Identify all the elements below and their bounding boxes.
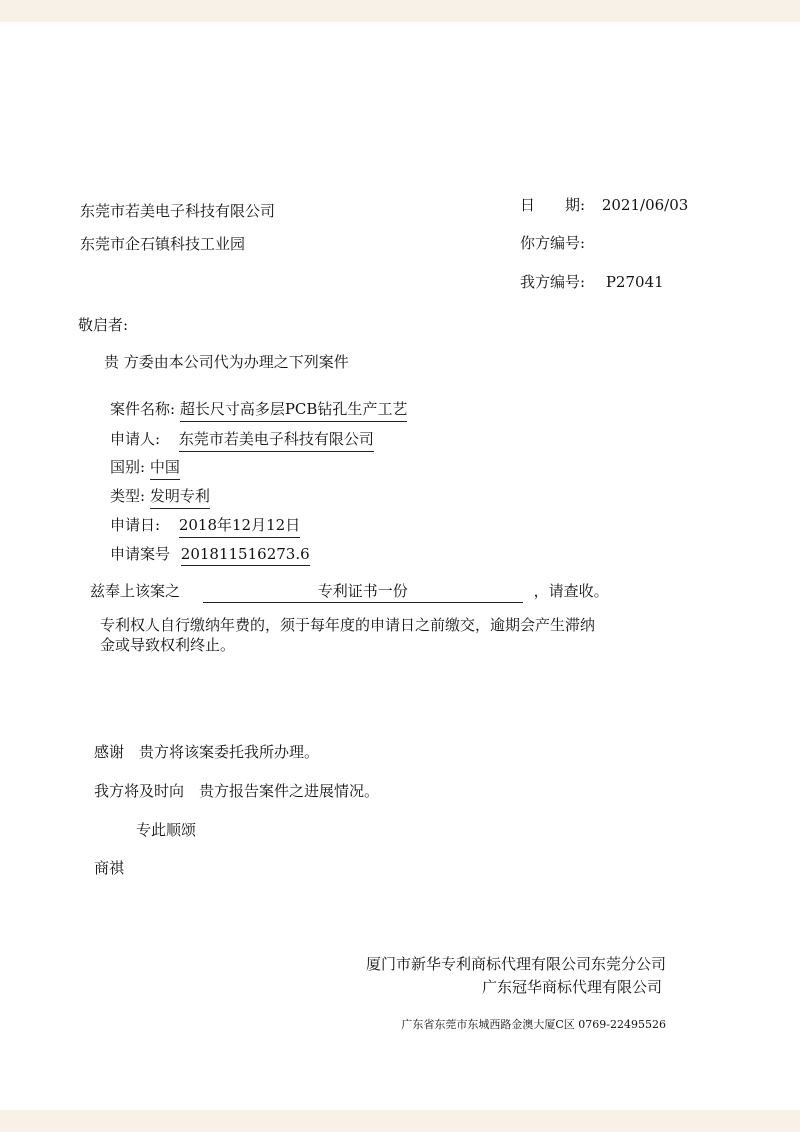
closing-regards: 专此顺颂 [136, 821, 197, 839]
country-label: 国别: [110, 458, 146, 476]
date-label: 日 期: [520, 196, 586, 214]
top-decorative-band [0, 0, 800, 22]
filing-date-row [110, 514, 300, 538]
date-value: 2021/06/03 [601, 196, 689, 214]
bottom-decorative-band [0, 1110, 800, 1132]
salutation: 敬启者: [78, 316, 129, 334]
closing-report: 我方将及时向 贵方报告案件之进展情况。 [94, 782, 380, 800]
closing-wish: 商祺 [94, 859, 125, 877]
enclosure-item: 专利证书一份 [203, 580, 523, 603]
closing-thanks: 感谢 贵方将该案委托我所办理。 [94, 743, 320, 761]
enclosure-suffix: ，请查收。 [533, 582, 609, 600]
recipient-address: 东莞市企石镇科技工业园 [80, 235, 246, 253]
country-value: 中国 [150, 456, 180, 480]
firm-name-2: 广东冠华商标代理有限公司 [481, 978, 662, 996]
notice-line-1: 专利权人自行缴纳年费的，须于每年度的申请日之前缴交，逾期会产生滞纳 [100, 616, 596, 634]
our-ref-row [520, 271, 664, 292]
applicant-label: 申请人: [110, 430, 161, 448]
filing-date-label: 申请日: [110, 516, 161, 534]
enclosure-row [90, 580, 609, 603]
notice-line-2: 金或导致权利终止。 [100, 636, 236, 654]
type-row [110, 485, 210, 509]
filing-date-value: 2018年12月12日 [179, 514, 300, 538]
case-name-label: 案件名称: [110, 400, 176, 418]
our-ref-value: P27041 [605, 273, 664, 291]
our-ref-label: 我方编号: [520, 273, 586, 291]
country-row [110, 456, 180, 480]
firm-contact: 广东省东莞市东城西路金澳大厦C区 0769-22495526 [401, 1018, 666, 1031]
case-name-value: 超长尺寸高多层PCB钻孔生产工艺 [180, 398, 408, 422]
your-ref-row [520, 232, 597, 253]
type-label: 类型: [110, 487, 146, 505]
type-value: 发明专利 [150, 485, 210, 509]
app-no-value: 201811516273.6 [181, 545, 310, 566]
date-row [520, 194, 688, 215]
case-name-row [110, 398, 407, 422]
app-no-row [110, 543, 310, 566]
your-ref-label: 你方编号: [520, 234, 586, 252]
applicant-row [110, 428, 374, 452]
applicant-value: 东莞市若美电子科技有限公司 [179, 428, 374, 452]
firm-name-1: 厦门市新华专利商标代理有限公司东莞分公司 [365, 955, 666, 973]
recipient-company: 东莞市若美电子科技有限公司 [80, 202, 276, 220]
intro-text: 贵 方委由本公司代为办理之下列案件 [104, 353, 349, 371]
app-no-label: 申请案号 [110, 545, 171, 563]
enclosure-prefix: 兹奉上该案之 [90, 582, 181, 600]
